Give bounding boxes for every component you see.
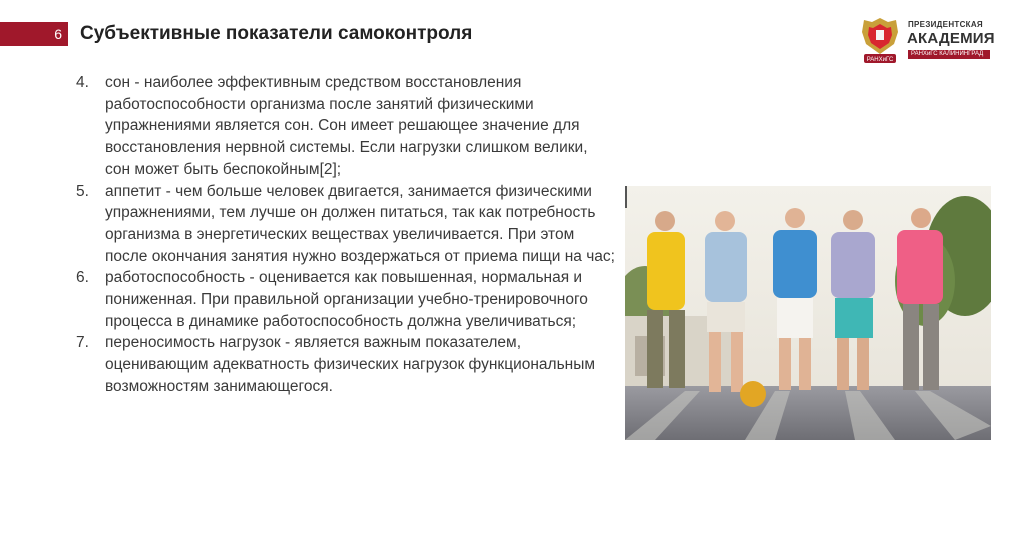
list-item-number: 7. bbox=[76, 334, 89, 352]
list-item bbox=[76, 332, 616, 397]
eagle-emblem-icon bbox=[858, 14, 902, 70]
logo-line1: ПРЕЗИДЕНТСКАЯ bbox=[908, 20, 983, 29]
list-item bbox=[76, 267, 616, 332]
list-item-number: 5. bbox=[76, 182, 89, 200]
list-item-text: работоспособность - оценивается как повышенная, нормальная и пониженная. При правильной организации учебно-тренировочного процесса в динамике работоспособность должна увеличиваться; bbox=[105, 269, 588, 330]
slide-number: 6 bbox=[0, 22, 68, 46]
emblem-label: РАНХиГС bbox=[866, 57, 894, 63]
list-item bbox=[76, 181, 616, 268]
list-item-number: 6. bbox=[76, 269, 89, 287]
list-item-text: сон - наиболее эффективным средством восстановления работоспособности организма после занятий физическими упражнениями является сон. Сон имеет решающее значение для восстановления нервной системы. Если нагрузки слишком велики, сон может быть беспокойным[2]; bbox=[105, 74, 588, 178]
list-item-text: аппетит - чем больше человек двигается, занимается физическими упражнениями, тем лучше он должен питаться, так как потребность организма в энергетических веществах увеличивается. При этом после окончания занятия нужно воздержаться от приема пищи на час; bbox=[105, 182, 615, 265]
group-photo bbox=[625, 186, 991, 440]
academy-logo bbox=[858, 12, 998, 74]
list-item bbox=[76, 72, 616, 181]
photo-edge-line bbox=[625, 186, 627, 208]
list-item-text: переносимость нагрузок - является важным показателем, оценивающим адекватность физических нагрузок функциональным возможностям занимающегося. bbox=[105, 334, 596, 395]
list-item-number: 4. bbox=[76, 74, 89, 91]
indicator-list bbox=[76, 72, 616, 398]
logo-line3: РАНХиГС КАЛИНИНГРАД bbox=[908, 50, 990, 59]
slide-title: Субъективные показатели самоконтроля bbox=[80, 23, 473, 44]
logo-line2: АКАДЕМИЯ bbox=[907, 30, 995, 47]
